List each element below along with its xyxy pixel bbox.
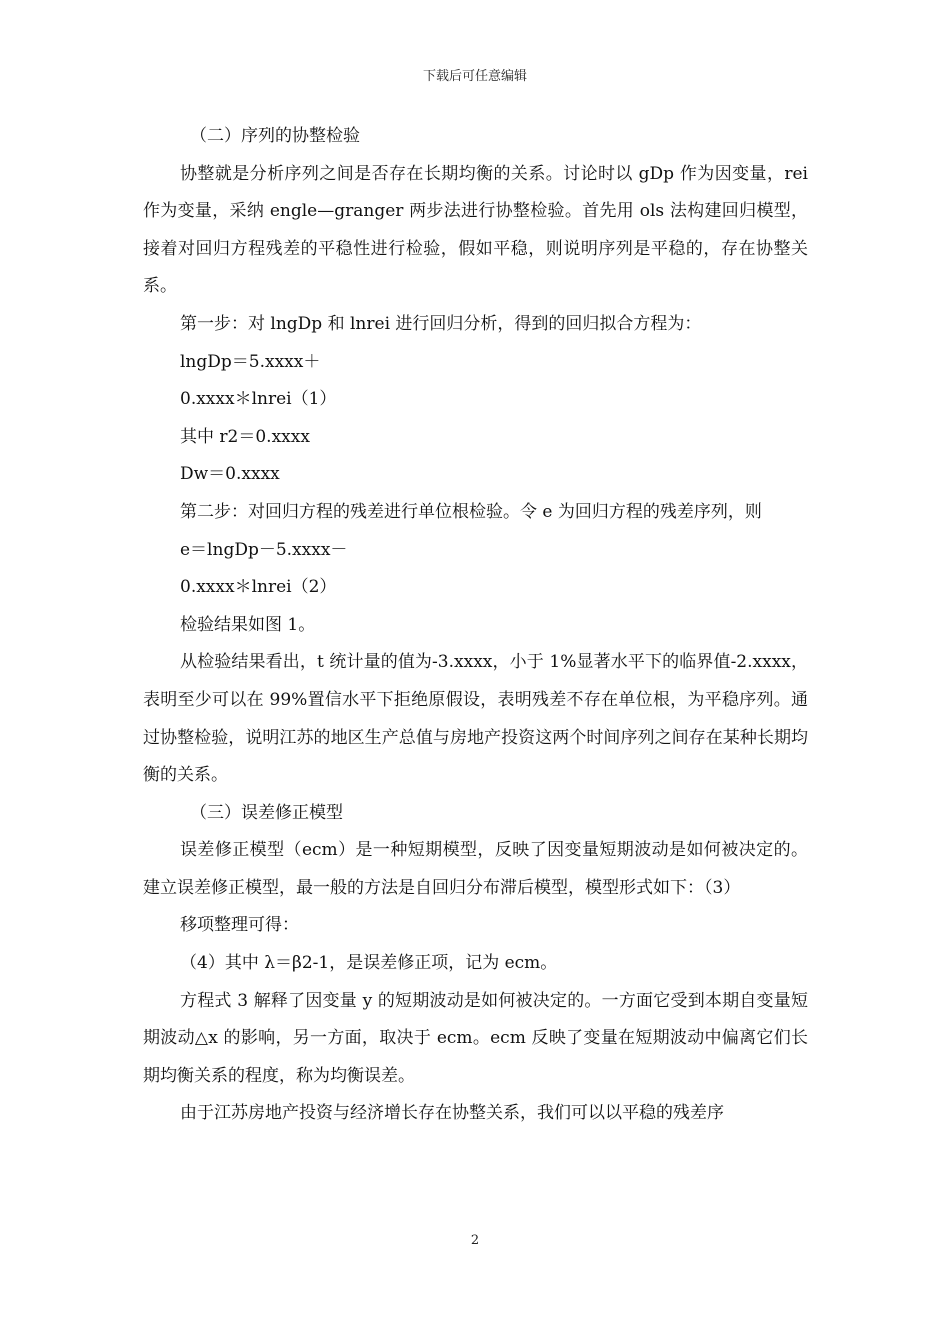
paragraph-ecm-intro: 误差修正模型（ecm）是一种短期模型，反映了因变量短期波动是如何被决定的。建立误差修正模型，最一般的方法是自回归分布滞后模型，模型形式如下：（3） [143, 840, 808, 898]
page-number: 2 [470, 1233, 480, 1248]
equation-2-part-a: e＝lngDp－5.xxxx－ [180, 539, 348, 560]
equation-1-part-b: 0.xxxx＊lnrei（1） [180, 389, 337, 410]
section-heading-2: （二）序列的协整检验 [190, 126, 360, 146]
r-squared-line: 其中 r2＝0.xxxx [180, 426, 310, 447]
section-heading-3: （三）误差修正模型 [190, 802, 343, 823]
rearrange-line: 移项整理可得： [180, 915, 299, 936]
paragraph-step-one: 第一步：对 lngDp 和 lnrei 进行回归分析，得到的回归拟合方程为： [180, 313, 702, 334]
equation-1-part-a: lngDp＝5.xxxx＋ [180, 351, 321, 372]
equation-2-part-b: 0.xxxx＊lnrei（2） [180, 577, 337, 598]
document-body [143, 118, 808, 1133]
figure-reference-line: 检验结果如图 1。 [180, 614, 316, 635]
paragraph-test-result: 从检验结果看出，t 统计量的值为-3.xxxx，小于 1%显著水平下的临界值-2.xxxx，表明至少可以在 99%置信水平下拒绝原假设，表明残差不存在单位根，为平稳序列。通过协整检验，说明江苏的地区生产总值与房地产投资这两个时间序列之间存在某种长期均衡的关系。 [143, 652, 808, 786]
equation-4-line: （4）其中 λ＝β2-1，是误差修正项，记为 ecm。 [180, 953, 558, 974]
paragraph-cointegration-intro: 协整就是分析序列之间是否存在长期均衡的关系。讨论时以 gDp 作为因变量，rei 作为变量，采纳 engle—granger 两步法进行协整检验。首先用 ols 法构建回归模型，接着对回归方程残差的平稳性进行检验，假如平稳，则说明序列是平稳的，存在协整关系。 [143, 163, 808, 297]
dw-line: Dw＝0.xxxx [180, 464, 280, 485]
paragraph-step-two: 第二步：对回归方程的残差进行单位根检验。令 e 为回归方程的残差序列，则 [180, 501, 762, 522]
paragraph-equation-3-explain: 方程式 3 解释了因变量 y 的短期波动是如何被决定的。一方面它受到本期自变量短期波动△x 的影响，另一方面，取决于 ecm。ecm 反映了变量在短期波动中偏离它们长期均衡关系的程度，称为均衡误差。 [143, 990, 808, 1086]
paragraph-continuation: 由于江苏房地产投资与经济增长存在协整关系，我们可以以平稳的残差序 [180, 1103, 724, 1124]
page-header: 下载后可任意编辑 [422, 69, 527, 84]
